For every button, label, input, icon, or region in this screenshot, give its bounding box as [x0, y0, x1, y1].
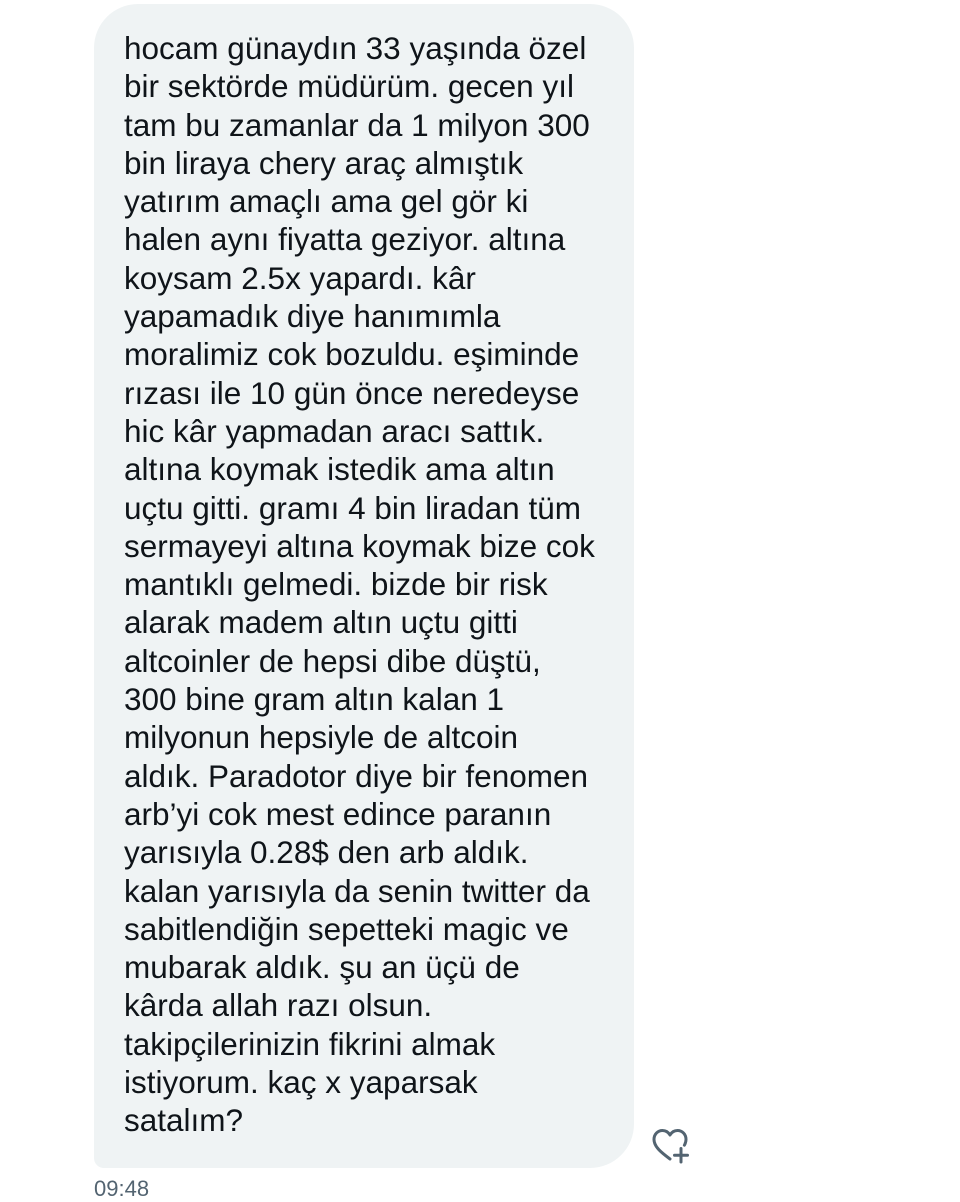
message-line: arb’yi cok mest edince paranın	[124, 795, 552, 832]
message-line: hocam günaydın 33 yaşında özel	[124, 30, 587, 66]
message-line: takipçilerinizin fikrini almak	[124, 1025, 496, 1062]
message-line: yatırım amaçlı ama gel gör ki	[124, 183, 529, 220]
message-line: istiyorum. kaç x yaparsak	[124, 1064, 478, 1101]
message-line: halen aynı fiyatta geziyor. altına	[124, 221, 566, 258]
message-line: uçtu gitti. gramı 4 bin liradan tüm	[124, 489, 581, 526]
message-line: bir sektörde müdürüm. gecen yıl	[124, 68, 574, 105]
add-reaction-button[interactable]	[650, 1126, 694, 1166]
message-line: sermayeyi altına koymak bize cok	[124, 527, 595, 564]
message-line: aldık. Paradotor diye bir fenomen	[124, 757, 589, 794]
message-text	[124, 29, 614, 1140]
message-line: kalan yarısıyla da senin twitter da	[124, 872, 590, 909]
message-line: bin liraya chery araç almıştık	[124, 144, 524, 181]
message-line: yapamadık diye hanımımla	[124, 298, 501, 335]
message-line: moralimiz cok bozuldu. eşiminde	[124, 336, 580, 373]
message-line: altına koymak istedik ama altın	[124, 451, 555, 488]
message-line: koysam 2.5x yapardı. kâr	[124, 259, 476, 296]
message-line: rızası ile 10 gün önce neredeyse	[124, 374, 580, 411]
message-line: satalım?	[124, 1102, 244, 1139]
message-line: kârda allah razı olsun.	[124, 987, 433, 1024]
message-line: tam bu zamanlar da 1 milyon 300	[124, 106, 590, 143]
message-line: 300 bine gram altın kalan 1	[124, 681, 504, 718]
message-line: yarısıyla 0.28$ den arb aldık.	[124, 834, 529, 871]
message-line: mantıklı gelmedi. bizde bir risk	[124, 566, 548, 603]
message-line: sabitlendiğin sepetteki magic ve	[124, 910, 569, 947]
heart-plus-icon	[650, 1126, 694, 1166]
message-timestamp: 09:48	[94, 1176, 150, 1201]
message-bubble[interactable]	[94, 4, 634, 1168]
message-line: altcoinler de hepsi dibe düştü,	[124, 642, 541, 679]
message-line: alarak madem altın uçtu gitti	[124, 604, 518, 641]
message-line: mubarak aldık. şu an üçü de	[124, 949, 520, 986]
message-line: milyonun hepsiyle de altcoin	[124, 719, 518, 756]
message-line: hic kâr yapmadan aracı sattık.	[124, 412, 545, 449]
